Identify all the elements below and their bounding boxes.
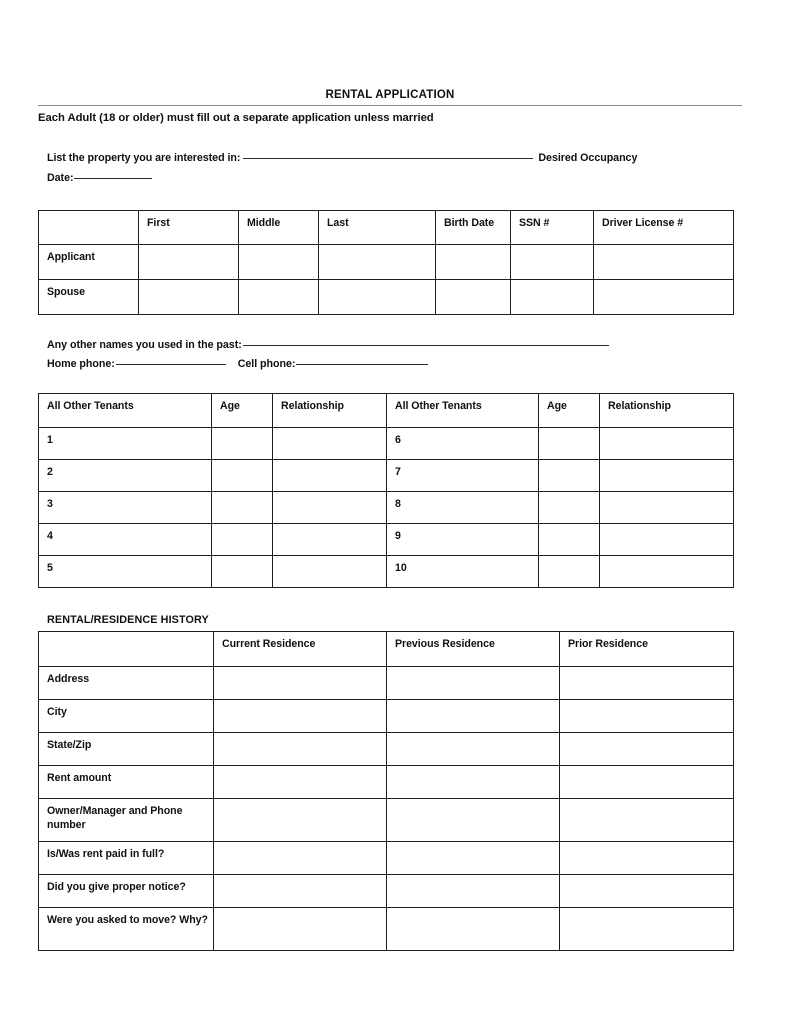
tenant-relationship-9[interactable]	[600, 524, 734, 556]
table-row	[39, 524, 734, 556]
desired-occupancy-date-input[interactable]	[74, 168, 152, 179]
rental-residence-history-heading: RENTAL/RESIDENCE HISTORY	[47, 614, 209, 626]
tenants-header-relationship-right: Relationship	[600, 394, 734, 428]
table-header-row	[39, 211, 734, 245]
table-row	[39, 460, 734, 492]
table-row	[39, 556, 734, 588]
cell-phone-input[interactable]	[296, 354, 428, 365]
applicant-birth-date-cell[interactable]	[436, 245, 511, 280]
tenant-relationship-4[interactable]	[273, 524, 387, 556]
residence-proper-notice-prior[interactable]	[560, 875, 734, 908]
tenants-header-age-right: Age	[539, 394, 600, 428]
residence-city-current[interactable]	[214, 700, 387, 733]
table-row	[39, 492, 734, 524]
residence-rent-paid-previous[interactable]	[387, 842, 560, 875]
tenant-relationship-1[interactable]	[273, 428, 387, 460]
table-row	[39, 875, 734, 908]
residence-asked-to-move-previous[interactable]	[387, 908, 560, 951]
residence-city-prior[interactable]	[560, 700, 734, 733]
property-interest-line	[47, 148, 742, 168]
desired-occupancy-label: Desired Occupancy	[538, 152, 638, 164]
applicant-names-table	[38, 210, 734, 315]
page-title: RENTAL APPLICATION	[325, 89, 455, 101]
tenants-header-age-left: Age	[212, 394, 273, 428]
other-tenants-table	[38, 393, 734, 588]
tenant-age-4[interactable]	[212, 524, 273, 556]
spouse-birth-date-cell[interactable]	[436, 280, 511, 315]
table-row	[39, 428, 734, 460]
spouse-last-cell[interactable]	[319, 280, 436, 315]
applicant-table-header-driver-license: Driver License #	[594, 211, 734, 245]
residence-row-label-proper-notice: Did you give proper notice?	[39, 875, 214, 908]
other-names-line	[47, 335, 742, 354]
rental-residence-history-table	[38, 631, 734, 951]
page-subtitle: Each Adult (18 or older) must fill out a separate application unless married	[38, 112, 434, 124]
applicant-last-cell[interactable]	[319, 245, 436, 280]
table-row	[39, 733, 734, 766]
residence-proper-notice-previous[interactable]	[387, 875, 560, 908]
residence-address-current[interactable]	[214, 667, 387, 700]
tenant-relationship-2[interactable]	[273, 460, 387, 492]
residence-header-current: Current Residence	[214, 632, 387, 667]
residence-city-previous[interactable]	[387, 700, 560, 733]
phones-line	[47, 354, 742, 373]
tenant-age-9[interactable]	[539, 524, 600, 556]
residence-owner-manager-previous[interactable]	[387, 799, 560, 842]
residence-owner-manager-current[interactable]	[214, 799, 387, 842]
spouse-first-cell[interactable]	[139, 280, 239, 315]
residence-state-zip-prior[interactable]	[560, 733, 734, 766]
spouse-middle-cell[interactable]	[239, 280, 319, 315]
tenant-age-10[interactable]	[539, 556, 600, 588]
tenant-row-number-10[interactable]: 10	[387, 556, 539, 588]
applicant-table-header-first: First	[139, 211, 239, 245]
tenant-row-number-7[interactable]: 7	[387, 460, 539, 492]
residence-owner-manager-prior[interactable]	[560, 799, 734, 842]
tenant-row-number-1[interactable]: 1	[39, 428, 212, 460]
tenant-row-number-5[interactable]: 5	[39, 556, 212, 588]
tenant-age-2[interactable]	[212, 460, 273, 492]
tenant-relationship-5[interactable]	[273, 556, 387, 588]
residence-asked-to-move-prior[interactable]	[560, 908, 734, 951]
other-names-block	[38, 335, 742, 373]
tenant-row-number-3[interactable]: 3	[39, 492, 212, 524]
residence-row-label-asked-to-move: Were you asked to move? Why?	[39, 908, 214, 951]
tenant-age-1[interactable]	[212, 428, 273, 460]
residence-rent-amount-previous[interactable]	[387, 766, 560, 799]
applicant-driver-license-cell[interactable]	[594, 245, 734, 280]
table-header-row	[39, 394, 734, 428]
other-names-input[interactable]	[243, 335, 609, 346]
residence-row-label-owner-manager: Owner/Manager and Phone number	[39, 799, 214, 842]
tenant-row-number-6[interactable]: 6	[387, 428, 539, 460]
residence-row-label-rent-amount: Rent amount	[39, 766, 214, 799]
tenant-relationship-3[interactable]	[273, 492, 387, 524]
tenant-row-number-2[interactable]: 2	[39, 460, 212, 492]
spouse-ssn-cell[interactable]	[511, 280, 594, 315]
tenant-row-number-8[interactable]: 8	[387, 492, 539, 524]
residence-header-prior: Prior Residence	[560, 632, 734, 667]
tenant-age-5[interactable]	[212, 556, 273, 588]
table-header-row	[39, 632, 734, 667]
tenant-relationship-6[interactable]	[600, 428, 734, 460]
form-sheet	[38, 88, 742, 951]
residence-address-previous[interactable]	[387, 667, 560, 700]
applicant-table-header-last: Last	[319, 211, 436, 245]
tenants-header-name-right: All Other Tenants	[387, 394, 539, 428]
title-divider	[38, 105, 742, 106]
other-names-label: Any other names you used in the past:	[47, 339, 242, 351]
applicant-first-cell[interactable]	[139, 245, 239, 280]
table-row	[39, 842, 734, 875]
home-phone-label: Home phone:	[47, 358, 115, 370]
residence-header-previous: Previous Residence	[387, 632, 560, 667]
intro-block	[38, 148, 742, 188]
applicant-middle-cell[interactable]	[239, 245, 319, 280]
applicant-ssn-cell[interactable]	[511, 245, 594, 280]
residence-row-label-city: City	[39, 700, 214, 733]
residence-rent-amount-current[interactable]	[214, 766, 387, 799]
residence-address-prior[interactable]	[560, 667, 734, 700]
residence-asked-to-move-current[interactable]	[214, 908, 387, 951]
cell-phone-label: Cell phone:	[237, 358, 296, 370]
applicant-table-header-birth-date: Birth Date	[436, 211, 511, 245]
residence-rent-paid-current[interactable]	[214, 842, 387, 875]
tenant-relationship-10[interactable]	[600, 556, 734, 588]
tenant-age-8[interactable]	[539, 492, 600, 524]
tenant-row-number-9[interactable]: 9	[387, 524, 539, 556]
residence-state-zip-previous[interactable]	[387, 733, 560, 766]
desired-occupancy-date-line	[47, 168, 742, 188]
residence-header-blank	[39, 632, 214, 667]
table-row	[39, 908, 734, 951]
home-phone-input[interactable]	[116, 354, 226, 365]
applicant-table-header-ssn: SSN #	[511, 211, 594, 245]
tenant-relationship-8[interactable]	[600, 492, 734, 524]
table-row	[39, 799, 734, 842]
applicant-table-header-middle: Middle	[239, 211, 319, 245]
table-row	[39, 700, 734, 733]
residence-rent-paid-prior[interactable]	[560, 842, 734, 875]
table-row	[39, 280, 734, 315]
tenant-age-6[interactable]	[539, 428, 600, 460]
spouse-driver-license-cell[interactable]	[594, 280, 734, 315]
residence-row-label-address: Address	[39, 667, 214, 700]
table-row	[39, 245, 734, 280]
tenant-relationship-7[interactable]	[600, 460, 734, 492]
row-label-applicant: Applicant	[39, 245, 139, 280]
desired-occupancy-date-label: Date:	[47, 172, 74, 184]
table-row	[39, 766, 734, 799]
tenants-header-name-left: All Other Tenants	[39, 394, 212, 428]
tenant-age-3[interactable]	[212, 492, 273, 524]
tenant-age-7[interactable]	[539, 460, 600, 492]
residence-row-label-rent-paid-in-full: Is/Was rent paid in full?	[39, 842, 214, 875]
property-interest-label: List the property you are interested in:	[47, 152, 241, 164]
applicant-table-header-blank	[39, 211, 139, 245]
property-interest-input[interactable]	[243, 148, 533, 159]
residence-row-label-state-zip: State/Zip	[39, 733, 214, 766]
row-label-spouse: Spouse	[39, 280, 139, 315]
residence-proper-notice-current[interactable]	[214, 875, 387, 908]
tenants-header-relationship-left: Relationship	[273, 394, 387, 428]
table-row	[39, 667, 734, 700]
residence-state-zip-current[interactable]	[214, 733, 387, 766]
tenant-row-number-4[interactable]: 4	[39, 524, 212, 556]
residence-rent-amount-prior[interactable]	[560, 766, 734, 799]
